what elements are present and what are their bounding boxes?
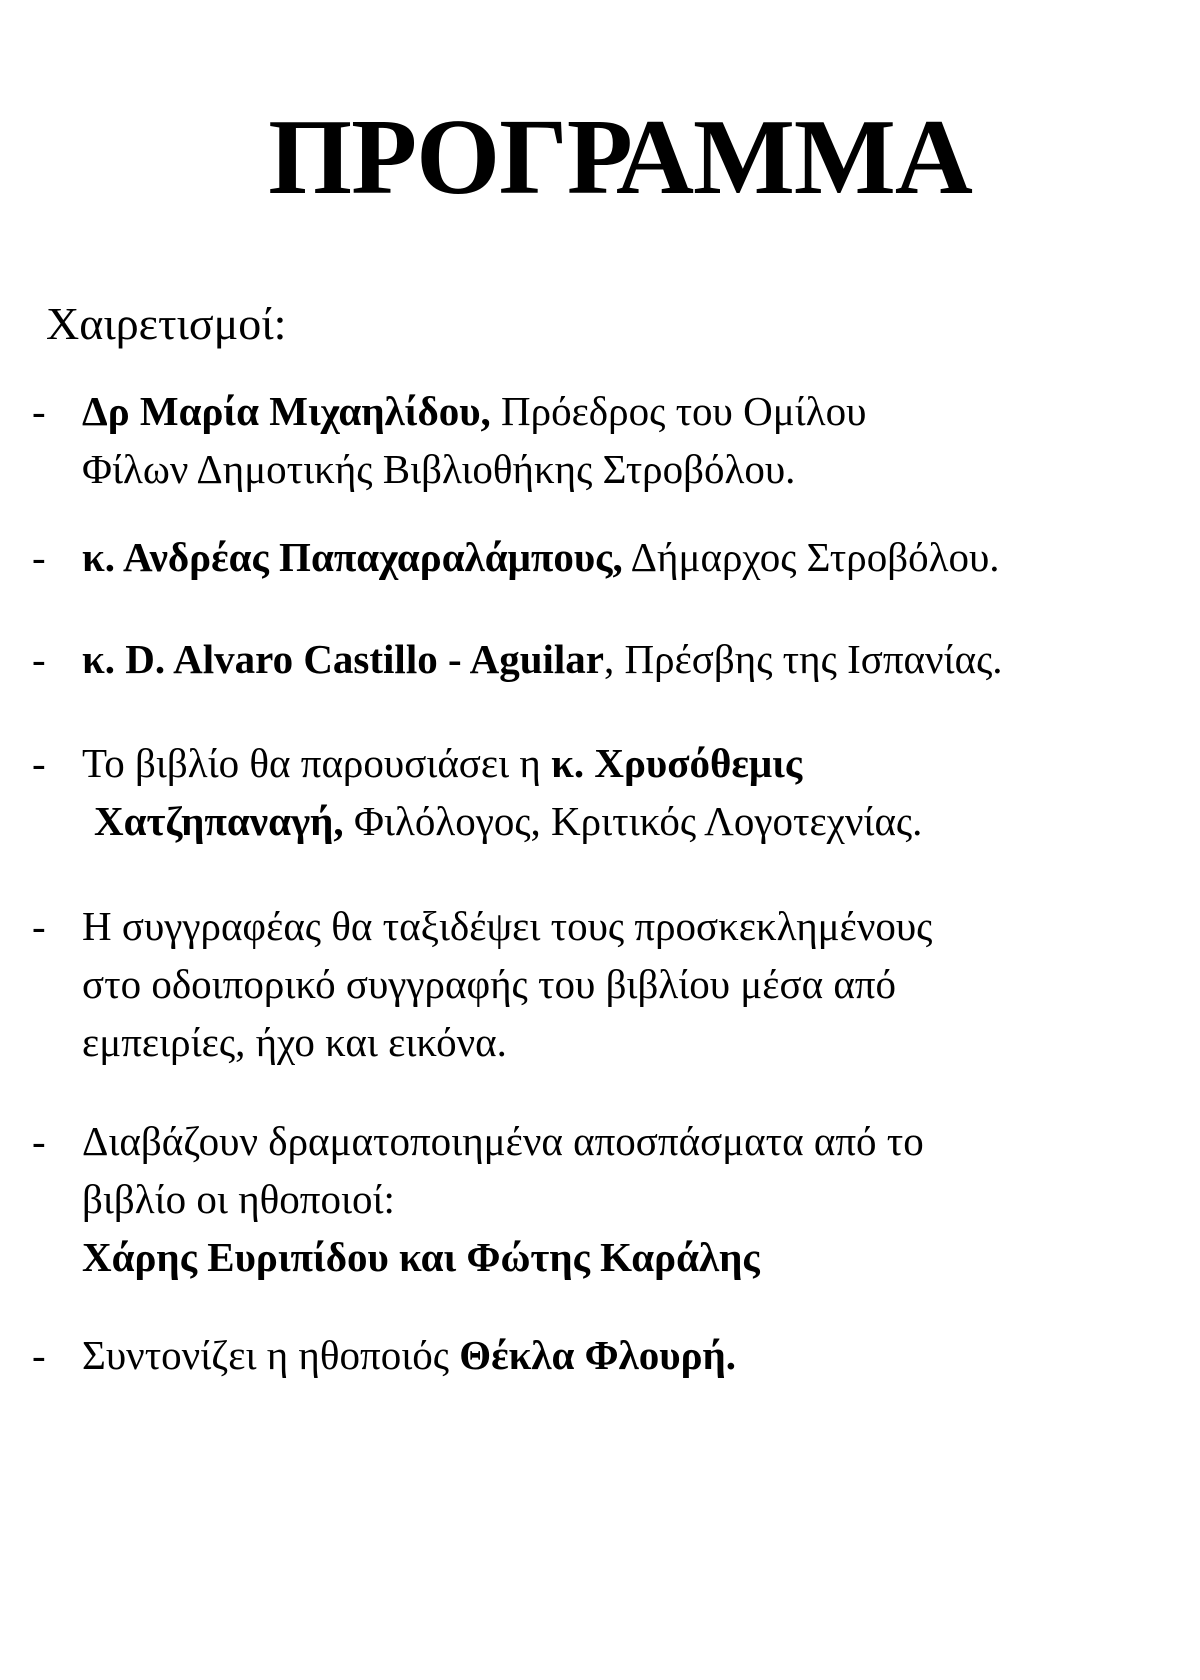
item-text: Συντονίζει η ηθοποιός (82, 1332, 460, 1378)
list-dash: - (32, 388, 46, 434)
speaker-role: Δήμαρχος Στροβόλου. (622, 534, 1000, 580)
list-dash: - (32, 534, 46, 580)
item-line: βιβλίο οι ηθοποιοί: (82, 1176, 395, 1222)
actors-names: Χάρης Ευριπίδου και Φώτης Καράλης (82, 1234, 760, 1280)
item-line: εμπειρίες, ήχο και εικόνα. (82, 1019, 507, 1065)
speaker-name: Χατζηπαναγή, (94, 798, 344, 844)
item-line: Διαβάζουν δραματοποιημένα αποσπάσματα από το (82, 1118, 924, 1164)
speaker-role: Φιλόλογος, Κριτικός Λογοτεχνίας. (343, 798, 923, 844)
page-title: ΠΡΟΓΡΑΜΜΑ (268, 98, 972, 217)
list-dash: - (32, 903, 46, 949)
item-line: στο οδοιπορικό συγγραφής του βιβλίου μέσα από (82, 961, 896, 1007)
item-line (82, 528, 1000, 586)
item-line (82, 382, 866, 440)
item-line (82, 734, 922, 792)
speaker-name: κ. D. Alvaro Castillo - Aguilar (82, 636, 604, 682)
item-line (82, 792, 922, 850)
item-line: Φίλων Δημοτικής Βιβλιοθήκης Στροβόλου. (82, 446, 796, 492)
speaker-name: κ. Χρυσόθεμις (551, 740, 803, 786)
item-line (82, 630, 1003, 688)
speaker-name: κ. Ανδρέας Παπαχαραλάμπους, (82, 534, 623, 580)
greetings-heading: Χαιρετισμοί: (46, 298, 287, 349)
speaker-role: , Πρέσβης της Ισπανίας. (604, 636, 1003, 682)
list-dash: - (32, 740, 46, 786)
speaker-name: Δρ Μαρία Μιχαηλίδου, (82, 388, 491, 434)
speaker-role: Πρόεδρος του Ομίλου (490, 388, 867, 434)
item-text: Το βιβλίο θα παρουσιάσει η (82, 740, 552, 786)
speaker-name: Θέκλα Φλουρή. (459, 1332, 737, 1378)
list-dash: - (32, 1118, 46, 1164)
list-dash: - (32, 1332, 46, 1378)
list-dash: - (32, 636, 46, 682)
item-line: Η συγγραφέας θα ταξιδέψει τους προσκεκλημένους (82, 903, 933, 949)
item-line (82, 1326, 736, 1384)
